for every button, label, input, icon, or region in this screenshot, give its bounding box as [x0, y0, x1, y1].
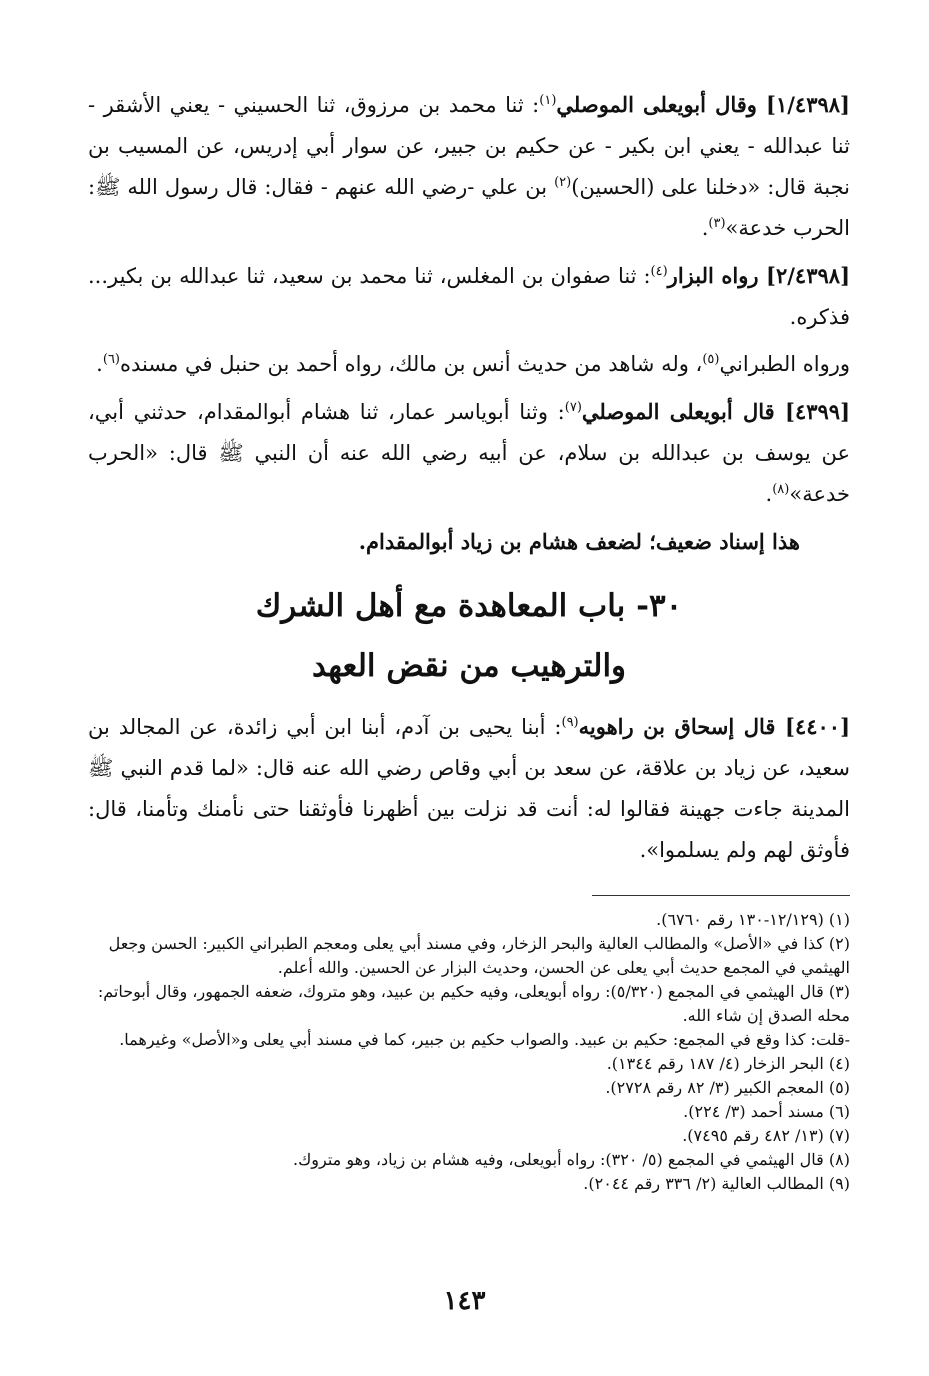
entry-end: .: [701, 216, 709, 240]
page-body: [88, 84, 850, 1196]
footnote-ref[interactable]: (٨): [772, 482, 790, 497]
page-number: ١٤٣: [443, 1286, 486, 1316]
footnotes: [88, 908, 850, 1196]
footnote-1: (١) (١٢/١٢٩-١٣٠ رقم ٦٧٦٠).: [656, 910, 850, 929]
footnote-ref[interactable]: (٩): [561, 715, 579, 730]
footnote-ref[interactable]: (٣): [708, 216, 726, 231]
entry-text: : ثنا محمد بن مرزوق، ثنا الحسيني - يعني الأشقر - ثنا عبدالله - يعني ابن بكير - عن حكيم بن جبير، عن سوار أبي إدريس، عن المسيب بن نجبة قال: «دخلنا على (الحسين): [88, 93, 850, 199]
footnote-ref[interactable]: (٢): [554, 175, 572, 190]
footnote-ref[interactable]: (٧): [564, 400, 582, 415]
entry-label: [٤٤٠٠] قال إسحاق بن راهويه: [578, 714, 850, 739]
hadith-entry-4400: [88, 706, 850, 871]
hadith-entry-4399: [88, 391, 850, 515]
footnote-7: (٧) (١٣/ ٤٨٢ رقم ٧٤٩٥).: [682, 1126, 850, 1145]
entry-text: : وثنا أبوياسر عمار، ثنا هشام أبوالمقدام، حدثني أبي، عن يوسف بن عبدالله بن سلام، عن أبيه رضي الله عنه أن النبي ﷺ قال: «الحرب خدعة»: [88, 400, 850, 506]
footnote-3: (٣) قال الهيثمي في المجمع (٥/٣٢٠): رواه أبويعلى، وفيه حكيم بن عبيد، وهو متروك، ضعفه الجمهور، وقال أبوحاتم: محله الصدق إن شاء الله.: [97, 982, 850, 1025]
footnote-5: (٥) المعجم الكبير (٣/ ٨٢ رقم ٢٧٢٨).: [605, 1078, 850, 1097]
entry-text: : ثنا صفوان بن المغلس، ثنا محمد بن سعيد، ثنا عبدالله بن بكير... فذكره.: [88, 264, 850, 329]
entry-end: .: [765, 482, 773, 506]
entry-text: بن علي -رضي الله عنهم - فقال: قال رسول الله ﷺ: الحرب خدعة»: [88, 175, 850, 240]
footnote-ref[interactable]: (٦): [102, 352, 120, 367]
footnote-ref[interactable]: (٥): [702, 352, 720, 367]
entry-label: [٤٣٩٩] قال أبويعلى الموصلي: [581, 399, 850, 424]
entry-text: : أبنا يحيى بن آدم، أبنا ابن أبي زائدة، عن المجالد بن سعيد، عن زياد بن علاقة، عن سعد بن أبي وقاص رضي الله عنه قال: «لما قدم النبي ﷺ المدينة جاءت جهينة فقالوا له: أنت قد نزلت بين أظهرنا فأوثقنا حتى نأمنك وتأمنا، قال: فأوثق لهم ولم يسلموا».: [88, 715, 850, 862]
hadith-entry-4398-1: [88, 84, 850, 249]
chapter-heading: ٣٠- باب المعاهدة مع أهل الشرك: [255, 588, 683, 624]
footnote-3-comment: -قلت: كذا وقع في المجمع: حكيم بن عبيد. والصواب حكيم بن جبير، كما في مسند أبي يعلى و«الأصل» وغيرهما.: [119, 1030, 850, 1049]
chapter-subheading: والترهيب من نقض العهد: [311, 648, 627, 684]
entry-text: ، وله شاهد من حديث أنس بن مالك، رواه أحمد بن حنبل في مسنده: [120, 352, 703, 376]
footnote-4: (٤) البحر الزخار (٤/ ١٨٧ رقم ١٣٤٤).: [606, 1054, 850, 1073]
tabarani-line: [88, 344, 850, 385]
footnote-ref[interactable]: (١): [539, 93, 557, 108]
footnote-2: (٢) كذا في «الأصل» والمطالب العالية والبحر الزخار، وفي مسند أبي يعلى ومعجم الطبراني الكبير: الحسن وجعل الهيثمي في المجمع حديث أبي يعلى عن الحسن، وحديث البزار عن الحسين. والله أعلم.: [108, 934, 850, 977]
footnote-ref[interactable]: (٤): [650, 264, 668, 279]
footnote-8: (٨) قال الهيثمي في المجمع (٥/ ٣٢٠): رواه أبويعلى، وفيه هشام بن زياد، وهو متروك.: [293, 1150, 850, 1169]
entry-label: [١/٤٣٩٨] وقال أبويعلى الموصلي: [556, 92, 850, 117]
hadith-entry-4398-2: [88, 255, 850, 338]
entry-label: [٢/٤٣٩٨] رواه البزار: [667, 263, 850, 288]
entry-text: ورواه الطبراني: [719, 352, 850, 376]
footnote-6: (٦) مسند أحمد (٣/ ٢٢٤).: [683, 1102, 850, 1121]
footnote-divider: [592, 895, 850, 896]
footnote-9: (٩) المطالب العالية (٢/ ٣٣٦ رقم ٢٠٤٤).: [583, 1174, 850, 1193]
isnad-note: هذا إسناد ضعيف؛ لضعف هشام بن زياد أبوالمقدام.: [358, 529, 800, 554]
entry-end: .: [96, 352, 103, 376]
